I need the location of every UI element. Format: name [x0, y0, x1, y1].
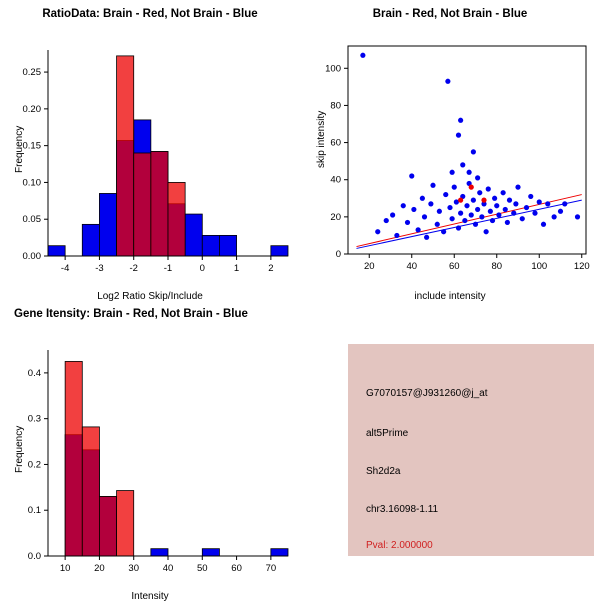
svg-text:0.2: 0.2 — [27, 459, 41, 471]
svg-text:60: 60 — [448, 261, 460, 272]
gene-histogram-plot — [0, 308, 300, 600]
svg-text:0.0: 0.0 — [27, 551, 41, 562]
info-event-type: alt5Prime — [366, 428, 409, 439]
info-locus: chr3.16098-1.11 — [366, 504, 439, 515]
svg-text:30: 30 — [128, 563, 140, 574]
gene-histogram-xlabel: Intensity — [131, 591, 169, 602]
svg-text:80: 80 — [491, 261, 503, 272]
info-gene-symbol: Sh2d2a — [366, 466, 401, 477]
gene-info-box — [348, 344, 594, 556]
svg-text:20: 20 — [363, 261, 375, 272]
svg-text:0.15: 0.15 — [22, 140, 41, 152]
scatter-title: Brain - Red, Not Brain - Blue — [372, 8, 528, 20]
svg-text:0.10: 0.10 — [22, 177, 41, 189]
ratio-histogram-xlabel: Log2 Ratio Skip/Include — [97, 291, 203, 302]
svg-text:1: 1 — [233, 263, 240, 274]
svg-text:50: 50 — [196, 563, 208, 574]
svg-text:40: 40 — [162, 563, 174, 574]
svg-text:100: 100 — [325, 63, 341, 75]
scatter-ylabel: skip intensity — [316, 110, 327, 168]
svg-text:0.4: 0.4 — [27, 367, 41, 379]
gene-histogram-panel — [0, 308, 300, 600]
svg-text:20: 20 — [330, 211, 341, 223]
svg-text:0.20: 0.20 — [22, 103, 41, 115]
svg-text:120: 120 — [573, 261, 590, 272]
scatter-plot — [300, 8, 600, 300]
svg-text:10: 10 — [59, 563, 71, 574]
svg-text:0: 0 — [199, 263, 205, 274]
svg-text:0.1: 0.1 — [27, 505, 41, 517]
gene-histogram-ylabel: Frequency — [14, 425, 25, 473]
svg-text:40: 40 — [406, 261, 418, 272]
svg-text:80: 80 — [330, 100, 341, 112]
svg-text:0.25: 0.25 — [22, 67, 41, 79]
svg-text:0.00: 0.00 — [22, 251, 41, 262]
svg-text:40: 40 — [330, 174, 341, 186]
ratio-histogram-title: RatioData: Brain - Red, Not Brain - Blue — [42, 8, 258, 20]
ratio-histogram-ylabel: Frequency — [14, 125, 25, 173]
svg-text:0.05: 0.05 — [22, 214, 41, 226]
ratio-histogram-plot — [0, 8, 300, 300]
svg-text:-2: -2 — [129, 263, 138, 274]
ratio-histogram-panel — [0, 8, 300, 300]
scatter-xlabel: include intensity — [414, 291, 486, 302]
info-probe-id: G7070157@J931260@j_at — [366, 388, 488, 399]
svg-text:-4: -4 — [60, 263, 70, 274]
svg-text:60: 60 — [231, 563, 242, 574]
svg-text:-1: -1 — [163, 263, 173, 274]
svg-text:2: 2 — [268, 263, 274, 274]
svg-text:70: 70 — [265, 563, 277, 574]
svg-text:60: 60 — [330, 137, 341, 149]
svg-text:-3: -3 — [95, 263, 104, 274]
scatter-panel — [300, 8, 600, 300]
svg-text:0: 0 — [335, 249, 341, 260]
info-pval: Pval: 2.000000 — [366, 540, 433, 551]
svg-text:100: 100 — [531, 261, 548, 272]
svg-text:0.3: 0.3 — [27, 413, 41, 425]
svg-text:20: 20 — [94, 563, 105, 574]
gene-histogram-title: Gene Itensity: Brain - Red, Not Brain - Blue — [14, 308, 248, 320]
